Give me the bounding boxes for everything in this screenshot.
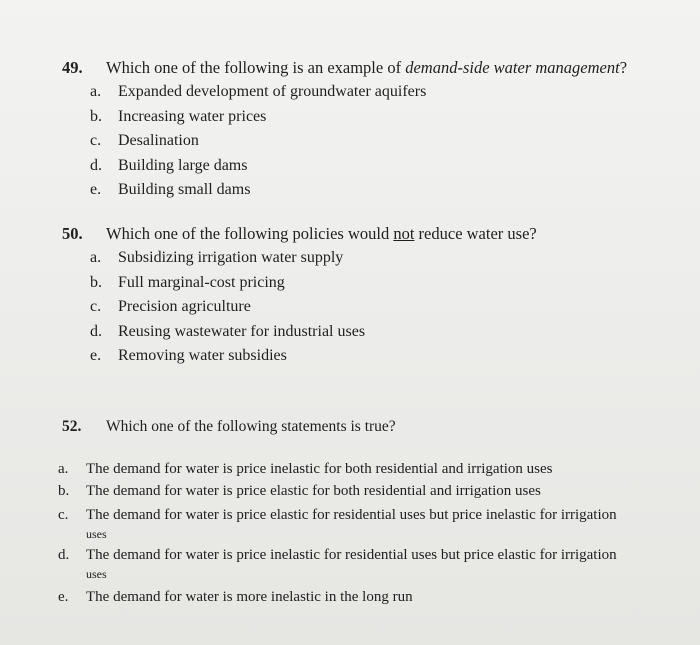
option-b: b. Full marginal-cost pricing <box>90 273 285 291</box>
question-50-stem <box>62 224 537 244</box>
question-text: Which one of the following policies would not reduce water use? <box>106 224 537 243</box>
option-d-continuation: uses <box>86 567 107 581</box>
question-text: Which one of the following is an example of demand-side water management? <box>106 58 628 77</box>
question-49 <box>62 58 627 203</box>
option-a: a. Expanded development of groundwater aquifers <box>90 83 427 100</box>
options-list <box>58 458 617 608</box>
option-d: d. The demand for water is price inelastic for residential uses but price elastic for irrigation uses <box>58 547 617 581</box>
options-list <box>90 246 537 369</box>
option-b: b. The demand for water is price elastic for both residential and irrigation uses <box>58 483 541 499</box>
option-a: a. The demand for water is price inelastic for both residential and irrigation uses <box>58 461 553 477</box>
question-number: 49. <box>62 58 83 77</box>
question-text: Which one of the following statements is true? <box>106 418 396 435</box>
question-52 <box>62 418 396 436</box>
option-a: a. Subsidizing irrigation water supply <box>90 249 344 266</box>
question-49-stem <box>62 58 627 78</box>
option-b: b. Increasing water prices <box>90 107 267 125</box>
option-c: c. Desalination <box>90 132 199 149</box>
option-d: d. Building large dams <box>90 156 248 174</box>
option-c: c. Precision agriculture <box>90 298 251 315</box>
question-52-stem <box>62 418 396 436</box>
option-e: e. The demand for water is more inelastic in the long run <box>58 589 413 605</box>
question-number: 52. <box>62 418 82 435</box>
question-50 <box>62 224 537 369</box>
option-c-continuation: uses <box>86 527 107 541</box>
option-e: e. Building small dams <box>90 181 251 198</box>
option-d: d. Reusing wastewater for industrial uses <box>90 322 366 340</box>
options-list <box>90 80 627 203</box>
option-e: e. Removing water subsidies <box>90 347 287 364</box>
question-number: 50. <box>62 224 83 243</box>
option-c: c. The demand for water is price elastic for residential uses but price inelastic for irrigation uses <box>58 507 617 541</box>
